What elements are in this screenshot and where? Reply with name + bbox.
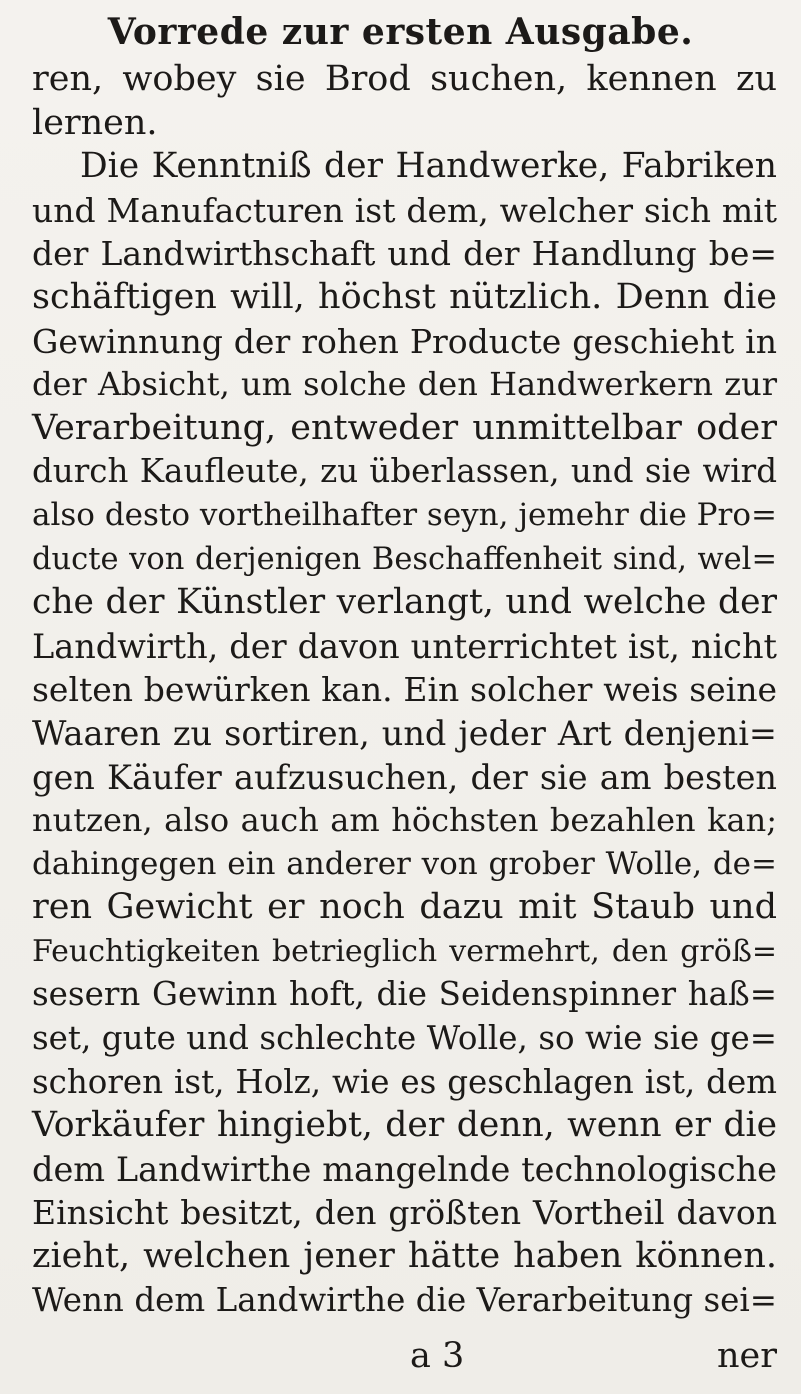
catchword: ner xyxy=(717,1336,777,1376)
page-footer xyxy=(32,1334,777,1378)
text-line: gen Käufer aufzusuchen, der sie am besten xyxy=(32,757,777,797)
text-line: lernen. xyxy=(32,102,158,143)
body-text xyxy=(32,58,777,1322)
text-line: set, gute und schlechte Wolle, so wie sie ge= xyxy=(32,1019,777,1058)
text-line: che der Künstler verlangt, und welche der xyxy=(32,582,777,623)
running-head: Vorrede zur ersten Ausgabe. xyxy=(107,11,694,53)
text-line: ducte von derjenigen Beschaffenheit sind, wel= xyxy=(32,541,777,577)
text-line: dahingegen ein anderer von grober Wolle, de= xyxy=(32,845,777,882)
text-line: Einsicht besitzt, den größten Vortheil davon xyxy=(32,1193,777,1233)
text-line: durch Kaufleute, zu überlassen, und sie wird xyxy=(32,452,777,491)
text-line: schoren ist, Holz, wie es geschlagen ist, dem xyxy=(32,1062,777,1101)
text-line: nutzen, also auch am höchsten bezahlen kan; xyxy=(32,801,777,840)
text-line: der Landwirthschaft und der Handlung be= xyxy=(32,234,777,274)
text-line: ren, wobey sie Brod suchen, kennen zu xyxy=(32,59,777,99)
text-line: Landwirth, der davon unterrichtet ist, nicht xyxy=(32,626,777,666)
text-line: ren Gewicht er noch dazu mit Staub und xyxy=(32,887,777,928)
text-line: schäftigen will, höchst nützlich. Denn die xyxy=(32,276,777,317)
text-line: der Absicht, um solche den Handwerkern zur xyxy=(32,365,777,404)
text-line: Die Kenntniß der Handwerke, Fabriken xyxy=(80,146,777,187)
text-line: dem Landwirthe mangelnde technologische xyxy=(32,1149,777,1189)
text-line: selten bewürken kan. Ein solcher weis seine xyxy=(32,670,777,710)
signature-mark: a 3 xyxy=(410,1336,465,1376)
text-line: sesern Gewinn hoft, die Seidenspinner haß= xyxy=(32,975,777,1014)
text-line: Gewinnung der rohen Producte geschieht in xyxy=(32,321,777,361)
text-line: Verarbeitung, entweder unmittelbar oder xyxy=(32,407,777,448)
text-line: Wenn dem Landwirthe die Verarbeitung sei= xyxy=(32,1280,777,1319)
text-line: Feuchtigkeiten betrieglich vermehrt, den größ= xyxy=(32,933,777,969)
text-line: zieht, welchen jener hätte haben können. xyxy=(32,1236,777,1277)
text-line: und Manufacturen ist dem, welcher sich mit xyxy=(32,190,777,230)
text-line: also desto vortheilhafter seyn, jemehr die Pro= xyxy=(32,496,777,533)
text-line: Waaren zu sortiren, und jeder Art denjeni= xyxy=(32,713,777,753)
text-line: Vorkäufer hingiebt, der denn, wenn er die xyxy=(32,1105,777,1146)
